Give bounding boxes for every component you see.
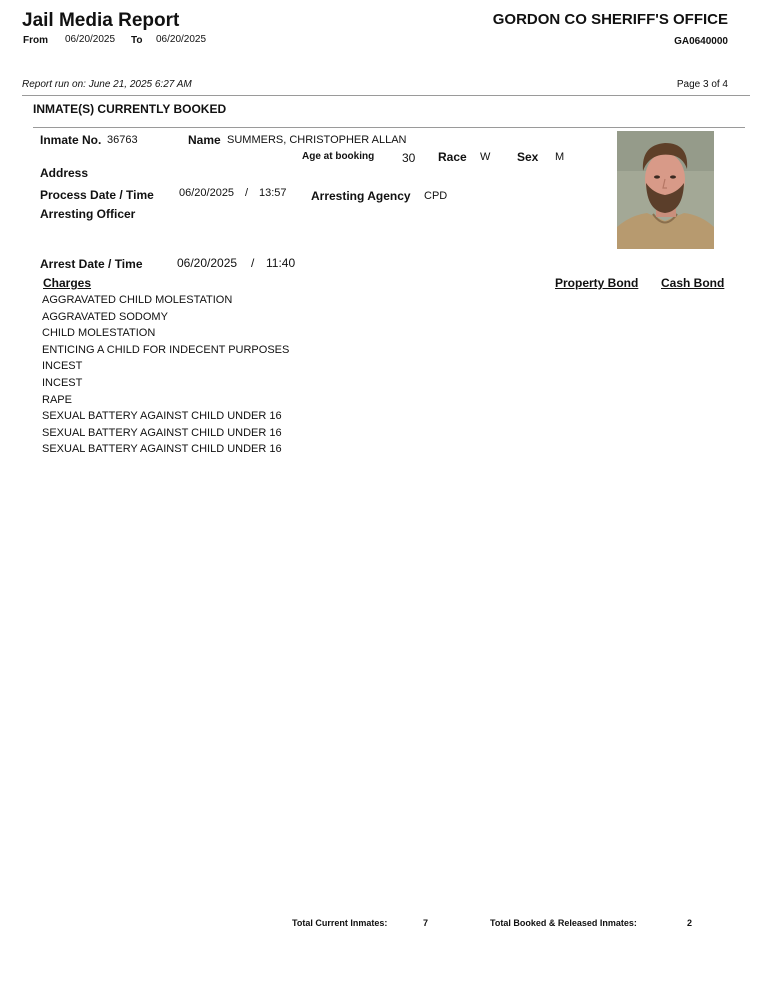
to-date: 06/20/2025	[156, 34, 207, 45]
arrest-time: 11:40	[266, 256, 296, 270]
charge-item: AGGRAVATED SODOMY	[42, 310, 168, 323]
charge-item: SEXUAL BATTERY AGAINST CHILD UNDER 16	[42, 426, 282, 439]
arresting-officer-label: Arresting Officer	[40, 207, 136, 221]
header-divider	[22, 95, 750, 96]
process-date: 06/20/2025	[179, 187, 235, 199]
charge-item: SEXUAL BATTERY AGAINST CHILD UNDER 16	[42, 443, 282, 456]
total-current-label: Total Current Inmates:	[292, 918, 388, 928]
charges-header: Charges	[43, 276, 92, 290]
charge-item: RAPE	[42, 393, 72, 406]
race-label: Race	[438, 150, 467, 164]
total-current-value: 7	[423, 918, 429, 928]
section-divider	[33, 127, 745, 128]
sex-value: M	[555, 151, 565, 163]
inmate-no-label: Inmate No.	[40, 133, 102, 147]
inmate-no-value: 36763	[107, 134, 138, 146]
from-date: 06/20/2025	[65, 34, 116, 45]
process-time: 13:57	[259, 187, 287, 199]
arresting-agency-label: Arresting Agency	[311, 189, 411, 203]
property-bond-header: Property Bond	[555, 276, 639, 290]
report-title: Jail Media Report	[22, 10, 180, 31]
charge-item: INCEST	[42, 376, 83, 389]
total-released-label: Total Booked & Released Inmates:	[490, 918, 637, 928]
agency-name: GORDON CO SHERIFF'S OFFICE	[492, 11, 728, 28]
total-released-value: 2	[687, 918, 693, 928]
age-value: 30	[402, 151, 416, 165]
name-value: SUMMERS, CHRISTOPHER ALLAN	[227, 134, 407, 146]
arrest-separator: /	[251, 256, 255, 270]
charge-item: SEXUAL BATTERY AGAINST CHILD UNDER 16	[42, 410, 282, 423]
arrest-label: Arrest Date / Time	[40, 257, 143, 271]
address-label: Address	[40, 166, 89, 180]
race-value: W	[480, 151, 491, 163]
page-number: Page 3 of 4	[676, 79, 728, 90]
sex-label: Sex	[517, 150, 539, 164]
arrest-date: 06/20/2025	[177, 256, 238, 270]
process-label: Process Date / Time	[40, 188, 154, 202]
inmate-photo	[617, 131, 714, 249]
from-label: From	[23, 35, 48, 46]
process-separator: /	[245, 187, 249, 199]
charge-item: AGGRAVATED CHILD MOLESTATION	[42, 294, 233, 306]
name-label: Name	[188, 133, 221, 147]
age-label: Age at booking	[302, 151, 375, 162]
charge-item: INCEST	[42, 360, 83, 373]
section-title: INMATE(S) CURRENTLY BOOKED	[33, 102, 227, 116]
report-run-on: Report run on: June 21, 2025 6:27 AM	[22, 79, 192, 90]
to-label: To	[131, 35, 143, 46]
charge-item: CHILD MOLESTATION	[42, 327, 156, 340]
charges-list	[42, 292, 289, 458]
arresting-agency-value: CPD	[424, 190, 448, 202]
charge-item: ENTICING A CHILD FOR INDECENT PURPOSES	[42, 343, 290, 356]
ori-number: GA0640000	[674, 36, 728, 47]
cash-bond-header: Cash Bond	[661, 276, 725, 290]
